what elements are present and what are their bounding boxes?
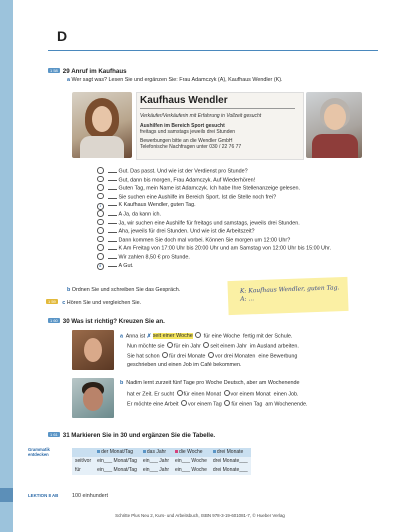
ex29-b-text: Ordnen Sie und schreiben Sie das Gespräch. <box>71 287 181 293</box>
ex30-b2-option-1[interactable]: für einen Monat <box>183 391 222 398</box>
dialogue-text: Dann kommen Sie doch mal vorbei. Können Sie morgen um 12:00 Uhr? <box>118 237 291 244</box>
order-circle-icon[interactable] <box>97 210 104 217</box>
ex30-b3-option-2[interactable]: für einen Tag <box>231 401 263 408</box>
table-cell[interactable]: drei Monate___ <box>212 467 248 474</box>
answer-blank[interactable] <box>108 176 117 181</box>
ex29-a-text: Wer sagt was? Lesen Sie und ergänzen Sie: Frau Adamczyk (A), Kaufhaus Wendler (K). <box>71 77 283 83</box>
grammar-label <box>28 448 50 457</box>
ex29-b-instruction <box>67 287 180 294</box>
ad-line-2: Aushilfen im Bereich Sport gesucht <box>140 123 225 129</box>
answer-blank[interactable] <box>108 237 117 242</box>
page-number-digits: 100 <box>72 493 81 499</box>
dialogue-text: Ja, wir suchen eine Aushilfe für freitags und samstags, jeweils drei Stunden. <box>118 220 300 227</box>
dialogue-line <box>97 184 300 192</box>
ex30-a1-end: fertig mit der Schule. <box>242 333 293 340</box>
page-number-word: einhundert <box>82 493 108 499</box>
ex30-a3-end: eine Bewerbung <box>258 353 298 360</box>
ex30-b2-text: hat er Zeit. Er sucht <box>127 391 175 398</box>
ex30-b3-end: am Wochenende. <box>265 401 308 408</box>
row-label: seit/vor <box>75 458 92 465</box>
ex31-heading <box>48 432 215 440</box>
radio-icon[interactable] <box>203 342 209 348</box>
order-circle-icon[interactable] <box>97 167 104 174</box>
order-circle-icon[interactable] <box>97 227 104 234</box>
table-cell[interactable]: ein___ Jahr <box>142 467 170 474</box>
ex30-a-label: a <box>120 333 123 340</box>
order-circle-icon[interactable] <box>97 236 104 243</box>
ex29-c-instruction <box>46 299 141 307</box>
audio-track-badge-c: 1 59 <box>48 299 56 304</box>
older-woman-phone-photo <box>306 92 362 158</box>
header-cell: drei Monate <box>210 448 251 457</box>
answer-blank[interactable] <box>108 245 117 250</box>
ex30-a4-text: geschrieben und einen Job im Café bekommen. <box>127 362 242 368</box>
ex29-number: 29 <box>62 68 70 75</box>
plural-marker-icon <box>213 450 216 453</box>
answer-blank[interactable] <box>108 194 117 199</box>
order-circle-icon[interactable] <box>97 219 104 226</box>
table-cell[interactable]: ein___ Woche <box>175 467 207 474</box>
dialogue-line <box>97 210 161 218</box>
ex29-heading <box>48 68 127 76</box>
audio-track-badge-31: 1 61 <box>50 432 58 437</box>
ex30-a1-text: Anna ist <box>125 333 146 340</box>
ex30-number: 30 <box>62 318 70 325</box>
audio-track-badge: 1 58 <box>50 68 58 73</box>
table-row <box>72 466 251 475</box>
dialogue-line <box>97 227 255 235</box>
table-cell[interactable]: ein___ Woche <box>175 458 207 465</box>
table-cell[interactable]: ein___ Monat/Tag <box>97 458 137 465</box>
dialogue-line <box>97 167 248 175</box>
ex30-a3-option-2[interactable]: vor drei Monaten <box>214 353 256 360</box>
ad-line-1: Verkäufer/Verkäuferin mit Erfahrung in Vollzeit gesucht <box>140 113 262 119</box>
dialogue-line <box>97 219 300 227</box>
table-cell[interactable]: drei Monate___ <box>212 458 248 465</box>
ad-line-3: freitags und samstags jeweils drei Stunden <box>140 129 236 135</box>
answer-blank[interactable] <box>108 201 117 206</box>
dialogue-text: A Gut. <box>118 262 134 269</box>
dialogue-line <box>97 244 331 252</box>
feminine-marker-icon <box>175 450 178 453</box>
ex30-b-line3 <box>127 400 308 408</box>
dialogue-text: K Am Freitag von 17:00 Uhr bis 20:00 Uhr und am Samstag von 12:00 Uhr bis 15:00 Uhr. <box>118 246 331 253</box>
dialogue-text: Sie suchen eine Aushilfe im Bereich Sport. Ist die Stelle noch frei? <box>118 194 277 201</box>
radio-icon[interactable] <box>195 332 201 338</box>
answer-blank[interactable] <box>108 254 117 259</box>
answer-blank[interactable] <box>108 219 117 224</box>
dialogue-text: Guten Tag, mein Name ist Adamczyk. Ich habe Ihre Stellenanzeige gelesen. <box>118 185 300 192</box>
copyright-footer: Schritte Plus Neu 2, Kurs- und Arbeitsbuch, ISBN 978-3-19-601081-7, © Hueber Verlag <box>115 513 285 518</box>
ex30-b-line1 <box>120 380 300 387</box>
ad-title: Kaufhaus Wendler <box>140 95 228 106</box>
table-cell[interactable]: ein___ Monat/Tag <box>97 467 137 474</box>
side-color-bar <box>0 0 13 532</box>
sticky-note-text: K: Kaufhaus Wendler, guten Tag. A: ... <box>239 284 340 303</box>
order-circle-icon[interactable] <box>97 244 104 251</box>
ex30-a1-option-2[interactable]: für eine Woche <box>203 333 240 340</box>
header-cell <box>72 448 94 457</box>
young-man-photo <box>72 378 114 418</box>
grammar-label-line-2: entdecken <box>28 451 49 457</box>
radio-icon[interactable] <box>167 342 173 348</box>
dialogue-text: Gut. Das passt. Und wie ist der Verdienst pro Stunde? <box>118 168 248 175</box>
answer-blank[interactable] <box>108 211 117 216</box>
radio-icon[interactable] <box>208 352 214 358</box>
dialogue-line <box>97 262 133 270</box>
side-bar-foot <box>0 488 13 502</box>
section-letter: D <box>57 28 68 44</box>
header-cell: der Monat/Tag <box>94 448 140 457</box>
table-row <box>72 457 251 466</box>
radio-icon[interactable] <box>162 352 168 358</box>
row-label: für <box>75 467 81 474</box>
ex30-b3-option-1[interactable]: vor einem Tag <box>188 401 222 408</box>
ex30-b3-text: Er möchte eine Arbeit <box>127 401 179 408</box>
dialogue-line <box>97 253 190 261</box>
answer-blank[interactable] <box>108 228 117 233</box>
radio-icon[interactable] <box>224 390 230 396</box>
order-circle-icon[interactable] <box>97 184 104 191</box>
ex31-title: Markieren Sie in 30 und ergänzen Sie die Tabelle. <box>71 432 216 439</box>
dialogue-line <box>97 176 255 184</box>
radio-icon[interactable] <box>224 400 230 406</box>
dialogue-text: Aha, jeweils für drei Stunden. Und wie ist die Arbeitszeit? <box>118 228 255 235</box>
header-rule <box>48 50 378 51</box>
ex30-title: Was ist richtig? Kreuzen Sie an. <box>71 318 165 325</box>
ex30-b2-end: einen Job. <box>273 391 299 398</box>
dialogue-line <box>97 236 290 244</box>
ex29-a-instruction <box>67 77 283 84</box>
dialogue-text: A Ja, da kann ich. <box>118 211 162 218</box>
order-circle-icon[interactable]: 1 <box>97 203 104 210</box>
neuter-marker-icon <box>143 450 146 453</box>
ex30-a1-option-1[interactable]: seit einer Woche <box>152 333 193 340</box>
ex30-a2-option-2[interactable]: seit einem Jahr <box>210 343 247 350</box>
masculine-marker-icon <box>97 450 100 453</box>
table-cell[interactable]: ein___ Jahr <box>142 458 170 465</box>
woman-phone-photo <box>72 92 132 158</box>
ex29-title: Anruf im Kaufhaus <box>71 68 127 75</box>
ex30-b-label: b <box>120 380 124 386</box>
dialogue-line <box>97 193 276 201</box>
ad-line-5: Telefonische Nachfragen unter 030 / 22 76 77 <box>140 144 242 150</box>
order-circle-icon[interactable] <box>97 193 104 200</box>
ex30-heading <box>48 318 165 326</box>
dialogue-line <box>97 201 196 209</box>
dialogue-text: Gut, dann bis morgen, Frau Adamczyk. Auf Wiederhören! <box>118 177 256 184</box>
young-woman-photo <box>72 330 114 370</box>
order-circle-icon[interactable] <box>97 176 104 183</box>
checkbox-checked-icon[interactable]: ✗ <box>146 333 152 340</box>
ex30-a-line2 <box>127 342 299 350</box>
ex30-a2-end: im Ausland arbeiten. <box>249 343 299 350</box>
ex29-c-label: c <box>62 300 66 306</box>
header-cell: die Woche <box>172 448 210 457</box>
lesson-label: LEKTION 8 AB <box>28 493 59 498</box>
ad-rule <box>140 108 295 109</box>
radio-icon[interactable] <box>181 400 187 406</box>
order-circle-icon[interactable]: 8 <box>97 263 104 270</box>
audio-track-badge-30: 1 60 <box>50 318 58 323</box>
answer-blank[interactable] <box>108 168 117 173</box>
ex30-a2-option-1[interactable]: für ein Jahr <box>173 343 201 350</box>
ex30-a2-text: Nun möchte sie <box>127 343 165 350</box>
header-cell: das Jahr <box>140 448 172 457</box>
order-circle-icon[interactable] <box>97 253 104 260</box>
ex30-b1-text: Nadim lernt zurzeit fünf Tage pro Woche Deutsch, aber am Wochenende <box>126 380 300 386</box>
answer-blank[interactable] <box>108 262 117 267</box>
dialogue-text: K Kaufhaus Wendler, guten Tag. <box>118 202 196 209</box>
ex29-b-label: b <box>67 287 71 293</box>
radio-icon[interactable] <box>177 390 183 396</box>
ex29-a-label: a <box>67 77 70 83</box>
ex31-number: 31 <box>62 432 70 439</box>
ad-line-4: Bewerbungen bitte an die Wendler GmbH <box>140 138 233 144</box>
grammar-label-line-1: Grammatik <box>28 447 50 452</box>
grammar-table <box>72 448 251 475</box>
ex30-a-line1 <box>120 332 292 340</box>
ex30-b-line2 <box>127 390 299 398</box>
ex30-a3-option-1[interactable]: für drei Monate <box>169 353 206 360</box>
answer-blank[interactable] <box>108 185 117 190</box>
ex29-c-text: Hören Sie und vergleichen Sie. <box>66 300 142 306</box>
ex30-a3-text: Sie hat schon <box>127 353 160 360</box>
dialogue-text: Wir zahlen 8,50 € pro Stunde. <box>118 254 190 261</box>
page-number <box>72 493 108 500</box>
ex30-a-line3 <box>127 352 297 360</box>
grammar-table-header <box>72 448 251 457</box>
ex30-b2-option-2[interactable]: vor einem Monat <box>230 391 271 398</box>
